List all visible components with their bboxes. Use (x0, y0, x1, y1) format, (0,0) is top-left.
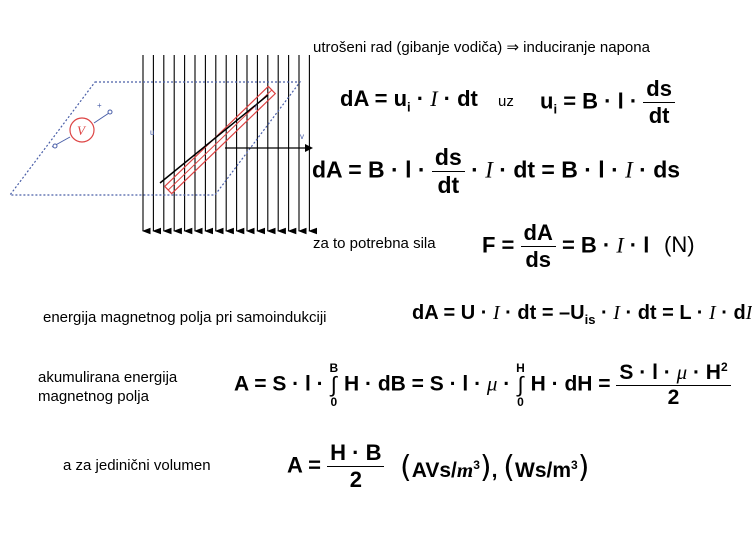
caption-force: za to potrebna sila (313, 235, 436, 252)
units-energy-density: $(AVs/m^3)$, $(Ws/m^3)$ (400, 450, 590, 485)
current-arrow (160, 95, 268, 183)
caption-accumulated: akumulirana energija magnetnog polja (38, 369, 178, 405)
caption-uz: uz (498, 93, 514, 110)
rail-frame (10, 82, 300, 195)
equation-force: F = $\frac{dA}{ds}$ = B · I · l (482, 220, 650, 272)
induction-diagram (0, 55, 330, 240)
svg-text:v: v (300, 132, 304, 141)
voltmeter-label: V (77, 123, 85, 138)
equation-ui: $u_i = B \cdot l$ · $\frac{ds}{dt}$ (540, 76, 675, 129)
equation-accumulated: A = S · l · B ∫ 0 H · dB = S · l · μ · H ∫ 0 H · dH = $\frac{S \cdot l \cdot \mu \cdot H^2}{2}$ (234, 360, 731, 410)
equation-self-induction: dA = U · I · dt = $-U_{is} \cdot I$ · dt = L · I · dI (412, 302, 752, 327)
equation-dA-ui: dA = $u_i \cdot I$ · dt (340, 86, 478, 115)
svg-text:+: + (97, 101, 102, 110)
equation-dA-full: dA = B · l · $\frac{ds}{dt}$ · I · dt = B · l · I · ds (312, 144, 681, 198)
caption-work-induction: utrošeni rad (gibanje vodiča) ⇒ induciranje napona (313, 39, 650, 56)
caption-per-volume: a za jedinični volumen (63, 457, 211, 474)
equation-per-volume: A = $\frac{H \cdot B}{2}$ (287, 440, 384, 493)
svg-text:u: u (150, 128, 155, 137)
unit-newton: (N) (664, 232, 695, 257)
svg-text:i: i (255, 103, 257, 112)
caption-self-induction: energija magnetnog polja pri samoindukciji (43, 309, 327, 326)
